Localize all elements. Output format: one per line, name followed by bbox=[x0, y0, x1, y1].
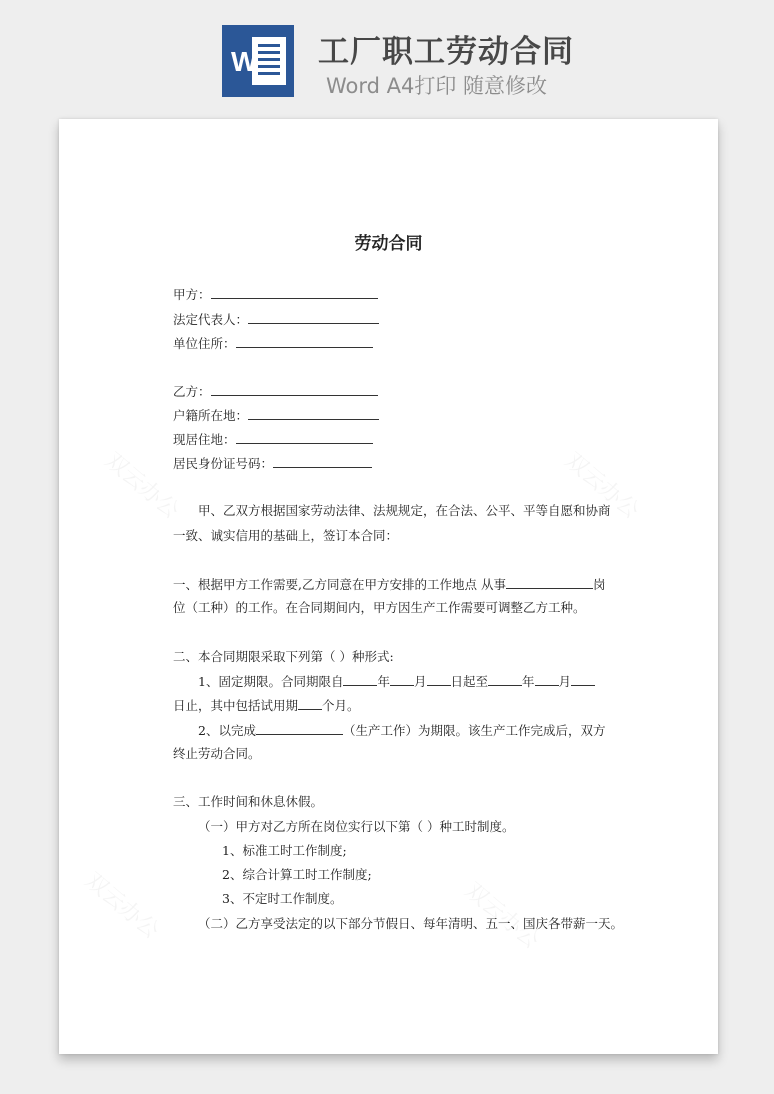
item-1-line-2-a: 日止，其中包括试用期 bbox=[173, 698, 299, 713]
word-icon bbox=[222, 25, 294, 97]
section-2-item-2-line-2: 终止劳动合同。 bbox=[173, 746, 261, 761]
section-2-item-2-line-1 bbox=[198, 722, 605, 739]
item-1-line-2-b: 个月。 bbox=[322, 698, 360, 713]
end-month-blank[interactable] bbox=[535, 673, 559, 686]
end-day-blank[interactable] bbox=[571, 673, 595, 686]
start-day-blank[interactable] bbox=[427, 673, 451, 686]
party-b-hukou-blank[interactable] bbox=[248, 407, 379, 420]
section-3-sub-2: （二）乙方享受法定的以下部分节假日、每年清明、五一、国庆各带薪一天。 bbox=[198, 916, 624, 931]
section-3-heading: 三、工作时间和休息休假。 bbox=[173, 794, 324, 809]
task-blank[interactable] bbox=[256, 722, 343, 735]
section-3-option-2: 2、综合计算工时工作制度; bbox=[222, 867, 372, 882]
word-icon-letter: W bbox=[231, 46, 258, 77]
party-a-address-label: 单位住所： bbox=[173, 336, 236, 351]
party-a-line bbox=[173, 286, 378, 303]
probation-blank[interactable] bbox=[298, 697, 322, 710]
start-year-blank[interactable] bbox=[343, 673, 377, 686]
section-1-text-b: 岗 bbox=[592, 577, 606, 592]
document-page[interactable] bbox=[59, 119, 718, 1054]
watermark bbox=[459, 874, 546, 954]
section-2-heading: 二、本合同期限采取下列第（ ）种形式: bbox=[173, 649, 394, 664]
party-a-address-line bbox=[173, 335, 373, 352]
start-month-blank[interactable] bbox=[390, 673, 414, 686]
month-label: 月 bbox=[413, 674, 427, 689]
preamble-line-1: 甲、乙双方根据国家劳动法律、法规规定，在合法、公平、平等自愿和协商 bbox=[198, 503, 611, 518]
year-label: 年 bbox=[377, 674, 390, 689]
item-2-prefix: 2、以完成 bbox=[198, 723, 256, 738]
party-a-blank[interactable] bbox=[211, 286, 378, 299]
year-label: 年 bbox=[522, 674, 535, 689]
section-3-option-3: 3、不定时工作制度。 bbox=[222, 891, 343, 906]
section-1-line-1 bbox=[173, 576, 605, 593]
party-a-rep-label: 法定代表人： bbox=[173, 312, 249, 327]
party-b-id-line bbox=[173, 455, 372, 472]
month-label: 月 bbox=[558, 674, 572, 689]
end-year-blank[interactable] bbox=[488, 673, 522, 686]
party-b-blank[interactable] bbox=[211, 383, 378, 396]
party-a-address-blank[interactable] bbox=[236, 335, 373, 348]
preamble-line-2: 一致、诚实信用的基础上，签订本合同： bbox=[173, 528, 399, 543]
party-b-residence-line bbox=[173, 431, 373, 448]
section-2-item-1-line-1 bbox=[198, 673, 595, 690]
party-a-rep-blank[interactable] bbox=[248, 311, 379, 324]
party-b-line bbox=[173, 383, 378, 400]
section-3-sub-1: （一）甲方对乙方所在岗位实行以下第（ ）种工时制度。 bbox=[198, 819, 515, 834]
party-a-rep-line bbox=[173, 311, 379, 328]
party-b-hukou-label: 户籍所在地： bbox=[173, 408, 249, 423]
header-banner bbox=[0, 0, 774, 118]
party-b-residence-label: 现居住地： bbox=[173, 432, 236, 447]
party-b-id-label: 居民身份证号码： bbox=[173, 456, 274, 471]
party-b-id-blank[interactable] bbox=[273, 455, 372, 468]
document-title: 劳动合同 bbox=[354, 234, 423, 254]
section-2-item-1-line-2 bbox=[173, 697, 360, 714]
item-2-suffix: （生产工作）为期限。该生产工作完成后，双方 bbox=[342, 723, 606, 738]
party-b-hukou-line bbox=[173, 407, 379, 424]
party-b-residence-blank[interactable] bbox=[236, 431, 373, 444]
job-blank[interactable] bbox=[506, 576, 593, 589]
party-b-label: 乙方： bbox=[173, 384, 211, 399]
section-1-text-a: 一、根据甲方工作需要,乙方同意在甲方安排的工作地点 从事 bbox=[173, 577, 506, 592]
brand-title: 工厂职工劳动合同 bbox=[318, 34, 574, 70]
section-1-line-2: 位（工种）的工作。在合同期间内，甲方因生产工作需要可调整乙方工种。 bbox=[173, 600, 586, 615]
from-day-label: 日起至 bbox=[450, 674, 489, 689]
section-3-option-1: 1、标准工时工作制度; bbox=[222, 843, 347, 858]
party-a-label: 甲方： bbox=[173, 287, 211, 302]
brand-subtitle: Word A4打印 随意修改 bbox=[326, 74, 548, 98]
item-1-prefix: 1、固定期限。合同期限自 bbox=[198, 674, 344, 689]
watermark bbox=[79, 864, 166, 944]
